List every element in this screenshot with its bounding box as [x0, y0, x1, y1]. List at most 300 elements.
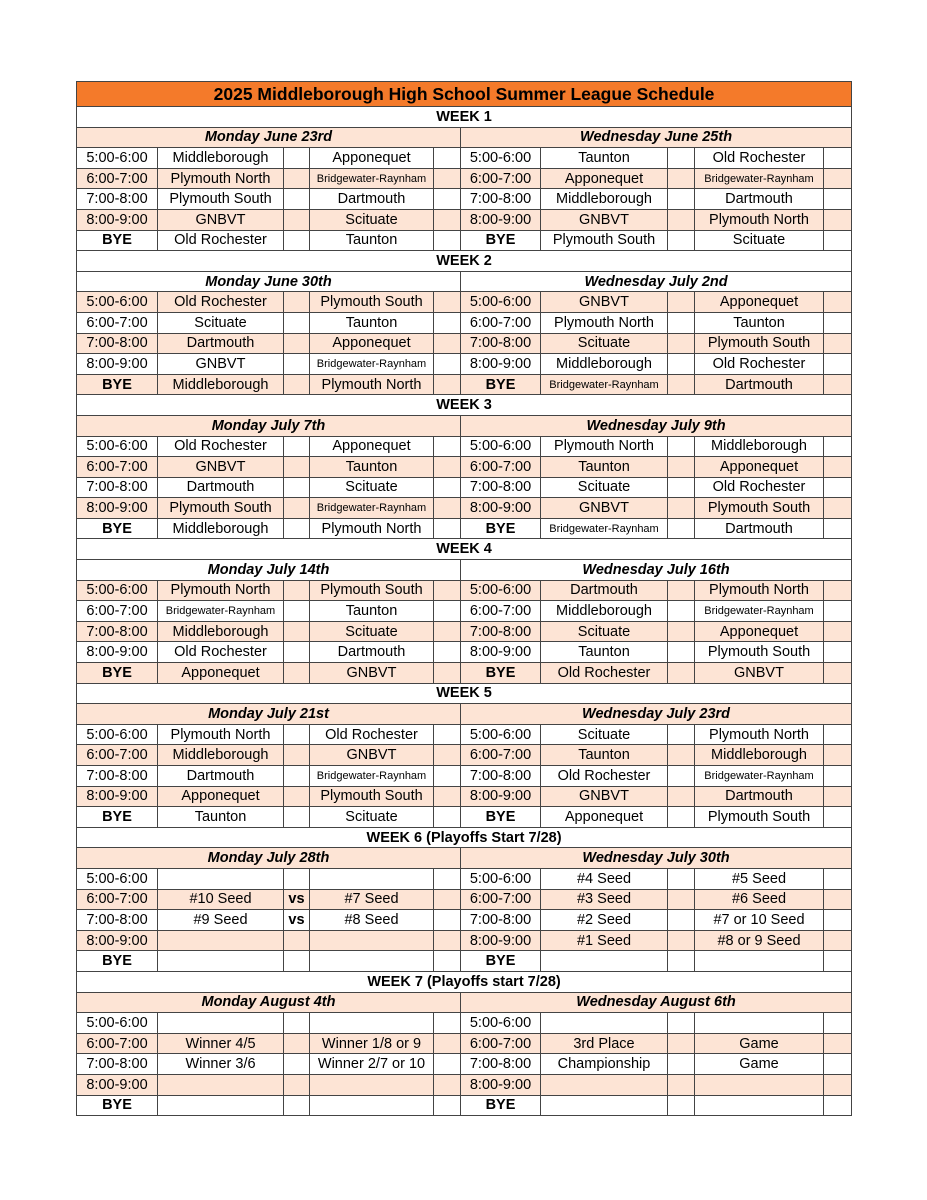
- wednesday-vs-cell: [668, 766, 695, 787]
- monday-team-a-cell: Winner 3/6: [158, 1054, 284, 1075]
- monday-team-b-cell: Plymouth North: [310, 374, 434, 395]
- monday-score-cell: [434, 436, 461, 457]
- monday-vs-cell: [284, 457, 310, 478]
- schedule-row: [77, 1074, 852, 1095]
- wednesday-time-cell: 7:00-8:00: [461, 189, 541, 210]
- wednesday-time-cell: 5:00-6:00: [461, 868, 541, 889]
- monday-vs-cell: [284, 807, 310, 828]
- wednesday-time-cell: BYE: [461, 1095, 541, 1116]
- wednesday-team-b-cell: Dartmouth: [695, 786, 824, 807]
- monday-vs-cell: [284, 663, 310, 684]
- schedule-row: [77, 374, 852, 395]
- day-row: [77, 415, 852, 436]
- monday-score-cell: [434, 498, 461, 519]
- wednesday-time-cell: BYE: [461, 230, 541, 251]
- monday-time-cell: 5:00-6:00: [77, 580, 158, 601]
- monday-team-a-cell: Winner 4/5: [158, 1033, 284, 1054]
- monday-time-cell: 5:00-6:00: [77, 724, 158, 745]
- wednesday-score-cell: [824, 209, 852, 230]
- monday-team-b-cell: Dartmouth: [310, 189, 434, 210]
- monday-score-cell: [434, 333, 461, 354]
- wednesday-score-cell: [824, 910, 852, 931]
- monday-time-cell: 8:00-9:00: [77, 786, 158, 807]
- wednesday-team-a-cell: Dartmouth: [541, 580, 668, 601]
- monday-vs-cell: [284, 518, 310, 539]
- wednesday-vs-cell: [668, 333, 695, 354]
- schedule-row: [77, 1095, 852, 1116]
- monday-team-a-cell: Plymouth South: [158, 498, 284, 519]
- wednesday-time-cell: 5:00-6:00: [461, 436, 541, 457]
- monday-time-cell: BYE: [77, 518, 158, 539]
- wednesday-time-cell: 5:00-6:00: [461, 1013, 541, 1034]
- schedule-row: [77, 189, 852, 210]
- wednesday-team-a-cell: #4 Seed: [541, 868, 668, 889]
- wednesday-score-cell: [824, 189, 852, 210]
- monday-vs-cell: [284, 580, 310, 601]
- schedule-row: [77, 312, 852, 333]
- schedule-row: [77, 642, 852, 663]
- wednesday-team-b-cell: Dartmouth: [695, 374, 824, 395]
- monday-team-b-cell: Scituate: [310, 621, 434, 642]
- wednesday-team-b-cell: Plymouth South: [695, 807, 824, 828]
- wednesday-vs-cell: [668, 477, 695, 498]
- wednesday-team-a-cell: Scituate: [541, 477, 668, 498]
- day-row: [77, 848, 852, 869]
- monday-team-b-cell: Taunton: [310, 601, 434, 622]
- monday-vs-cell: [284, 312, 310, 333]
- wednesday-score-cell: [824, 621, 852, 642]
- day-label-wednesday: Wednesday July 9th: [461, 415, 852, 436]
- monday-score-cell: [434, 766, 461, 787]
- wednesday-team-a-cell: [541, 951, 668, 972]
- week-label: WEEK 2: [77, 251, 852, 272]
- monday-time-cell: 7:00-8:00: [77, 1054, 158, 1075]
- monday-team-b-cell: [310, 1095, 434, 1116]
- monday-team-a-cell: Plymouth North: [158, 168, 284, 189]
- wednesday-vs-cell: [668, 148, 695, 169]
- monday-vs-cell: [284, 930, 310, 951]
- wednesday-team-a-cell: GNBVT: [541, 786, 668, 807]
- wednesday-team-a-cell: Bridgewater-Raynham: [541, 518, 668, 539]
- wednesday-time-cell: 5:00-6:00: [461, 580, 541, 601]
- wednesday-team-a-cell: Apponequet: [541, 168, 668, 189]
- wednesday-team-a-cell: [541, 1074, 668, 1095]
- wednesday-score-cell: [824, 477, 852, 498]
- monday-vs-cell: [284, 209, 310, 230]
- wednesday-team-b-cell: Apponequet: [695, 457, 824, 478]
- monday-score-cell: [434, 580, 461, 601]
- schedule-title: 2025 Middleborough High School Summer League Schedule: [77, 82, 852, 107]
- wednesday-team-a-cell: Apponequet: [541, 807, 668, 828]
- schedule-row: [77, 457, 852, 478]
- wednesday-team-b-cell: Taunton: [695, 312, 824, 333]
- wednesday-team-b-cell: [695, 1095, 824, 1116]
- wednesday-time-cell: BYE: [461, 374, 541, 395]
- week-row: [77, 971, 852, 992]
- monday-team-a-cell: [158, 1013, 284, 1034]
- wednesday-team-a-cell: Scituate: [541, 621, 668, 642]
- monday-time-cell: 6:00-7:00: [77, 312, 158, 333]
- wednesday-score-cell: [824, 951, 852, 972]
- wednesday-vs-cell: [668, 498, 695, 519]
- week-label: WEEK 4: [77, 539, 852, 560]
- monday-time-cell: 8:00-9:00: [77, 209, 158, 230]
- monday-team-a-cell: [158, 1095, 284, 1116]
- wednesday-team-b-cell: Plymouth North: [695, 209, 824, 230]
- monday-team-b-cell: Bridgewater-Raynham: [310, 498, 434, 519]
- wednesday-team-a-cell: Plymouth North: [541, 436, 668, 457]
- wednesday-time-cell: 8:00-9:00: [461, 1074, 541, 1095]
- monday-team-a-cell: Apponequet: [158, 663, 284, 684]
- week-label: WEEK 3: [77, 395, 852, 416]
- wednesday-score-cell: [824, 1013, 852, 1034]
- wednesday-score-cell: [824, 518, 852, 539]
- wednesday-score-cell: [824, 374, 852, 395]
- wednesday-time-cell: 6:00-7:00: [461, 457, 541, 478]
- schedule-row: [77, 930, 852, 951]
- schedule-row: [77, 436, 852, 457]
- monday-team-b-cell: Winner 1/8 or 9: [310, 1033, 434, 1054]
- wednesday-team-a-cell: Championship: [541, 1054, 668, 1075]
- wednesday-vs-cell: [668, 374, 695, 395]
- monday-time-cell: BYE: [77, 951, 158, 972]
- schedule-row: [77, 766, 852, 787]
- wednesday-vs-cell: [668, 1033, 695, 1054]
- week-label: WEEK 1: [77, 107, 852, 128]
- monday-team-b-cell: Apponequet: [310, 436, 434, 457]
- monday-time-cell: BYE: [77, 663, 158, 684]
- monday-score-cell: [434, 148, 461, 169]
- monday-team-b-cell: [310, 1013, 434, 1034]
- schedule-row: [77, 209, 852, 230]
- schedule-row: [77, 786, 852, 807]
- wednesday-team-b-cell: Scituate: [695, 230, 824, 251]
- monday-team-b-cell: Plymouth South: [310, 292, 434, 313]
- monday-vs-cell: [284, 1033, 310, 1054]
- wednesday-team-b-cell: Game: [695, 1054, 824, 1075]
- monday-vs-cell: [284, 642, 310, 663]
- wednesday-team-a-cell: Taunton: [541, 642, 668, 663]
- wednesday-team-b-cell: Game: [695, 1033, 824, 1054]
- wednesday-team-a-cell: Old Rochester: [541, 663, 668, 684]
- wednesday-score-cell: [824, 333, 852, 354]
- day-row: [77, 127, 852, 148]
- monday-team-a-cell: Middleborough: [158, 745, 284, 766]
- monday-team-a-cell: GNBVT: [158, 209, 284, 230]
- wednesday-time-cell: 6:00-7:00: [461, 601, 541, 622]
- monday-score-cell: [434, 601, 461, 622]
- wednesday-time-cell: BYE: [461, 518, 541, 539]
- wednesday-score-cell: [824, 663, 852, 684]
- monday-team-a-cell: Scituate: [158, 312, 284, 333]
- day-label-monday: Monday June 30th: [77, 271, 461, 292]
- title-row: [77, 82, 852, 107]
- wednesday-team-b-cell: Plymouth South: [695, 642, 824, 663]
- wednesday-team-a-cell: 3rd Place: [541, 1033, 668, 1054]
- schedule-row: [77, 477, 852, 498]
- monday-team-a-cell: Dartmouth: [158, 766, 284, 787]
- schedule-row: [77, 807, 852, 828]
- wednesday-team-a-cell: Old Rochester: [541, 766, 668, 787]
- wednesday-vs-cell: [668, 868, 695, 889]
- monday-team-a-cell: Plymouth North: [158, 580, 284, 601]
- week-row: [77, 251, 852, 272]
- wednesday-team-b-cell: Plymouth North: [695, 724, 824, 745]
- wednesday-team-a-cell: Middleborough: [541, 601, 668, 622]
- wednesday-score-cell: [824, 1074, 852, 1095]
- wednesday-score-cell: [824, 1033, 852, 1054]
- monday-time-cell: BYE: [77, 230, 158, 251]
- monday-time-cell: 8:00-9:00: [77, 498, 158, 519]
- wednesday-vs-cell: [668, 1054, 695, 1075]
- schedule-body: [77, 82, 852, 1116]
- monday-score-cell: [434, 1033, 461, 1054]
- wednesday-team-a-cell: Taunton: [541, 457, 668, 478]
- wednesday-score-cell: [824, 745, 852, 766]
- monday-time-cell: 7:00-8:00: [77, 910, 158, 931]
- wednesday-vs-cell: [668, 580, 695, 601]
- schedule-row: [77, 724, 852, 745]
- wednesday-time-cell: BYE: [461, 807, 541, 828]
- monday-vs-cell: [284, 168, 310, 189]
- wednesday-score-cell: [824, 168, 852, 189]
- monday-team-a-cell: [158, 951, 284, 972]
- monday-team-b-cell: GNBVT: [310, 663, 434, 684]
- wednesday-time-cell: 8:00-9:00: [461, 930, 541, 951]
- monday-vs-cell: [284, 498, 310, 519]
- wednesday-score-cell: [824, 766, 852, 787]
- wednesday-vs-cell: [668, 951, 695, 972]
- monday-time-cell: 5:00-6:00: [77, 292, 158, 313]
- monday-score-cell: [434, 230, 461, 251]
- wednesday-team-b-cell: Old Rochester: [695, 148, 824, 169]
- monday-team-b-cell: Plymouth South: [310, 786, 434, 807]
- monday-team-a-cell: Old Rochester: [158, 292, 284, 313]
- monday-time-cell: 6:00-7:00: [77, 168, 158, 189]
- wednesday-score-cell: [824, 642, 852, 663]
- wednesday-team-b-cell: Middleborough: [695, 745, 824, 766]
- schedule-row: [77, 663, 852, 684]
- monday-team-b-cell: Taunton: [310, 312, 434, 333]
- wednesday-time-cell: 7:00-8:00: [461, 477, 541, 498]
- monday-score-cell: [434, 312, 461, 333]
- wednesday-vs-cell: [668, 312, 695, 333]
- day-row: [77, 992, 852, 1013]
- wednesday-score-cell: [824, 1054, 852, 1075]
- monday-score-cell: [434, 518, 461, 539]
- monday-team-b-cell: Bridgewater-Raynham: [310, 168, 434, 189]
- monday-team-b-cell: Taunton: [310, 230, 434, 251]
- wednesday-time-cell: 7:00-8:00: [461, 1054, 541, 1075]
- wednesday-team-a-cell: Plymouth North: [541, 312, 668, 333]
- monday-vs-cell: [284, 292, 310, 313]
- monday-team-a-cell: Apponequet: [158, 786, 284, 807]
- wednesday-vs-cell: [668, 209, 695, 230]
- day-label-monday: Monday July 14th: [77, 560, 461, 581]
- schedule-row: [77, 1033, 852, 1054]
- wednesday-vs-cell: [668, 621, 695, 642]
- monday-team-a-cell: [158, 1074, 284, 1095]
- wednesday-team-a-cell: GNBVT: [541, 498, 668, 519]
- day-label-monday: Monday August 4th: [77, 992, 461, 1013]
- monday-score-cell: [434, 189, 461, 210]
- monday-time-cell: 5:00-6:00: [77, 436, 158, 457]
- monday-team-a-cell: Old Rochester: [158, 436, 284, 457]
- wednesday-team-b-cell: Plymouth North: [695, 580, 824, 601]
- wednesday-score-cell: [824, 930, 852, 951]
- monday-score-cell: [434, 209, 461, 230]
- monday-score-cell: [434, 1095, 461, 1116]
- monday-team-a-cell: #10 Seed: [158, 889, 284, 910]
- wednesday-vs-cell: [668, 1095, 695, 1116]
- monday-score-cell: [434, 951, 461, 972]
- monday-score-cell: [434, 745, 461, 766]
- monday-team-b-cell: [310, 1074, 434, 1095]
- monday-vs-cell: [284, 745, 310, 766]
- day-row: [77, 560, 852, 581]
- wednesday-time-cell: 6:00-7:00: [461, 168, 541, 189]
- monday-team-a-cell: Plymouth North: [158, 724, 284, 745]
- wednesday-vs-cell: [668, 930, 695, 951]
- wednesday-vs-cell: [668, 910, 695, 931]
- monday-vs-cell: [284, 601, 310, 622]
- wednesday-vs-cell: [668, 663, 695, 684]
- wednesday-team-b-cell: [695, 1074, 824, 1095]
- monday-team-b-cell: Winner 2/7 or 10: [310, 1054, 434, 1075]
- wednesday-team-b-cell: Dartmouth: [695, 518, 824, 539]
- wednesday-score-cell: [824, 230, 852, 251]
- wednesday-team-b-cell: Middleborough: [695, 436, 824, 457]
- wednesday-team-a-cell: Scituate: [541, 333, 668, 354]
- week-row: [77, 539, 852, 560]
- monday-team-b-cell: [310, 930, 434, 951]
- wednesday-team-a-cell: Scituate: [541, 724, 668, 745]
- monday-team-b-cell: Apponequet: [310, 148, 434, 169]
- monday-score-cell: [434, 1013, 461, 1034]
- monday-team-a-cell: Old Rochester: [158, 642, 284, 663]
- monday-time-cell: 5:00-6:00: [77, 1013, 158, 1034]
- wednesday-score-cell: [824, 148, 852, 169]
- monday-team-a-cell: Dartmouth: [158, 477, 284, 498]
- wednesday-time-cell: 6:00-7:00: [461, 745, 541, 766]
- wednesday-time-cell: 5:00-6:00: [461, 724, 541, 745]
- wednesday-team-b-cell: Bridgewater-Raynham: [695, 168, 824, 189]
- monday-score-cell: [434, 889, 461, 910]
- wednesday-time-cell: 6:00-7:00: [461, 889, 541, 910]
- wednesday-vs-cell: [668, 724, 695, 745]
- day-label-monday: Monday July 21st: [77, 704, 461, 725]
- wednesday-score-cell: [824, 1095, 852, 1116]
- wednesday-time-cell: 7:00-8:00: [461, 910, 541, 931]
- wednesday-team-b-cell: Apponequet: [695, 292, 824, 313]
- schedule-table: [76, 81, 852, 1116]
- monday-time-cell: 7:00-8:00: [77, 333, 158, 354]
- monday-time-cell: BYE: [77, 374, 158, 395]
- monday-vs-cell: [284, 786, 310, 807]
- monday-score-cell: [434, 663, 461, 684]
- day-label-wednesday: Wednesday July 2nd: [461, 271, 852, 292]
- day-label-monday: Monday July 7th: [77, 415, 461, 436]
- wednesday-team-b-cell: #6 Seed: [695, 889, 824, 910]
- monday-team-b-cell: Bridgewater-Raynham: [310, 766, 434, 787]
- monday-time-cell: 5:00-6:00: [77, 148, 158, 169]
- wednesday-time-cell: 8:00-9:00: [461, 642, 541, 663]
- wednesday-time-cell: 8:00-9:00: [461, 354, 541, 375]
- wednesday-vs-cell: [668, 807, 695, 828]
- wednesday-team-a-cell: Bridgewater-Raynham: [541, 374, 668, 395]
- monday-score-cell: [434, 457, 461, 478]
- wednesday-vs-cell: [668, 745, 695, 766]
- monday-team-a-cell: [158, 868, 284, 889]
- wednesday-team-b-cell: Old Rochester: [695, 477, 824, 498]
- schedule-row: [77, 168, 852, 189]
- wednesday-team-b-cell: GNBVT: [695, 663, 824, 684]
- monday-team-a-cell: Plymouth South: [158, 189, 284, 210]
- monday-time-cell: 6:00-7:00: [77, 601, 158, 622]
- monday-vs-cell: vs: [284, 910, 310, 931]
- monday-score-cell: [434, 477, 461, 498]
- schedule-row: [77, 292, 852, 313]
- wednesday-team-a-cell: [541, 1013, 668, 1034]
- wednesday-team-b-cell: Bridgewater-Raynham: [695, 601, 824, 622]
- monday-team-b-cell: Scituate: [310, 209, 434, 230]
- monday-score-cell: [434, 807, 461, 828]
- wednesday-vs-cell: [668, 230, 695, 251]
- schedule-row: [77, 333, 852, 354]
- wednesday-time-cell: BYE: [461, 663, 541, 684]
- day-label-wednesday: Wednesday August 6th: [461, 992, 852, 1013]
- schedule-row: [77, 580, 852, 601]
- monday-vs-cell: [284, 354, 310, 375]
- schedule-row: [77, 951, 852, 972]
- wednesday-team-a-cell: #2 Seed: [541, 910, 668, 931]
- monday-team-a-cell: #9 Seed: [158, 910, 284, 931]
- schedule-row: [77, 601, 852, 622]
- wednesday-team-b-cell: Old Rochester: [695, 354, 824, 375]
- monday-vs-cell: [284, 766, 310, 787]
- monday-team-b-cell: Old Rochester: [310, 724, 434, 745]
- week-label: WEEK 5: [77, 683, 852, 704]
- wednesday-time-cell: 6:00-7:00: [461, 312, 541, 333]
- wednesday-score-cell: [824, 868, 852, 889]
- monday-team-a-cell: Middleborough: [158, 518, 284, 539]
- schedule-row: [77, 518, 852, 539]
- monday-team-a-cell: Old Rochester: [158, 230, 284, 251]
- wednesday-team-a-cell: Middleborough: [541, 354, 668, 375]
- wednesday-score-cell: [824, 807, 852, 828]
- monday-score-cell: [434, 168, 461, 189]
- monday-team-b-cell: Taunton: [310, 457, 434, 478]
- monday-score-cell: [434, 868, 461, 889]
- schedule-row: [77, 498, 852, 519]
- monday-team-a-cell: Bridgewater-Raynham: [158, 601, 284, 622]
- monday-time-cell: 8:00-9:00: [77, 354, 158, 375]
- monday-team-b-cell: Plymouth North: [310, 518, 434, 539]
- monday-time-cell: 8:00-9:00: [77, 930, 158, 951]
- monday-vs-cell: [284, 333, 310, 354]
- wednesday-team-b-cell: #5 Seed: [695, 868, 824, 889]
- wednesday-time-cell: 5:00-6:00: [461, 292, 541, 313]
- monday-team-a-cell: GNBVT: [158, 354, 284, 375]
- schedule-row: [77, 910, 852, 931]
- wednesday-score-cell: [824, 724, 852, 745]
- monday-time-cell: 7:00-8:00: [77, 621, 158, 642]
- day-label-wednesday: Wednesday July 23rd: [461, 704, 852, 725]
- wednesday-score-cell: [824, 354, 852, 375]
- wednesday-vs-cell: [668, 354, 695, 375]
- wednesday-vs-cell: [668, 168, 695, 189]
- schedule-row: [77, 1054, 852, 1075]
